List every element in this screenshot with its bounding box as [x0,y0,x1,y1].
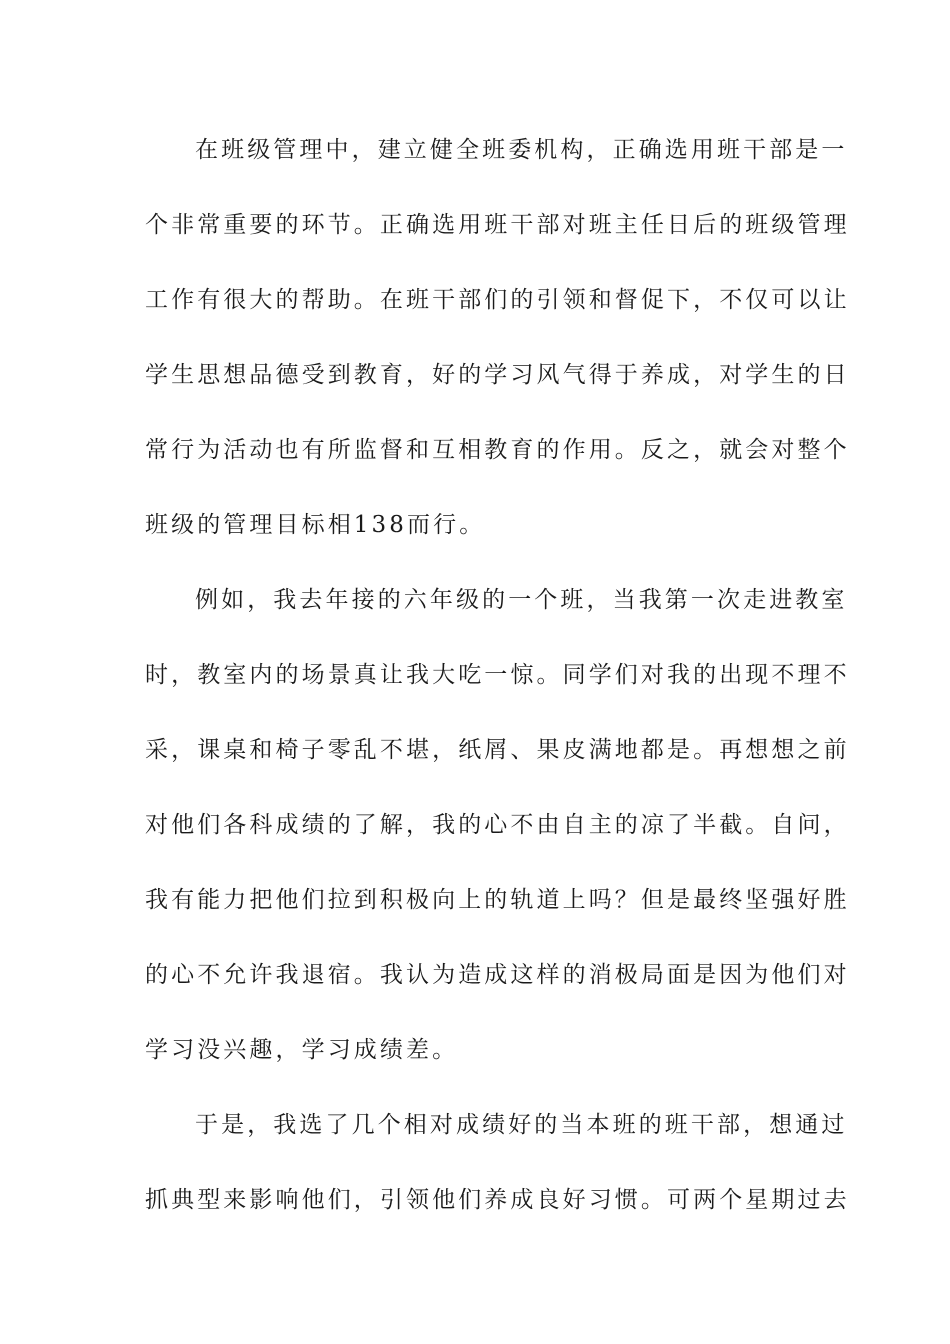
text-line: 于是，我选了几个相对成绩好的当本班的班干部，想通过 [195,1112,848,1138]
text-line: 时，教室内的场景真让我大吃一惊。同学们对我的出现不理不 [145,662,850,688]
text-line: 例如，我去年接的六年级的一个班，当我第一次走进教室 [195,587,848,613]
text-line: 在班级管理中，建立健全班委机构，正确选用班干部是一 [195,137,848,163]
text-line: 的心不允许我退宿。我认为造成这样的消极局面是因为他们对 [145,962,850,988]
text-line: 个非常重要的环节。正确选用班干部对班主任日后的班级管理 [145,212,850,238]
text-line: 工作有很大的帮助。在班干部们的引领和督促下，不仅可以让 [145,287,850,313]
text-line: 班级的管理目标相138而行。 [145,512,486,538]
text-line: 采，课桌和椅子零乱不堪，纸屑、果皮满地都是。再想想之前 [145,737,850,763]
text-line: 对他们各科成绩的了解，我的心不由自主的凉了半截。自问， [145,812,850,838]
text-line: 抓典型来影响他们，引领他们养成良好习惯。可两个星期过去 [145,1187,850,1213]
text-line: 我有能力把他们拉到积极向上的轨道上吗？但是最终坚强好胜 [145,887,850,913]
text-line: 学习没兴趣，学习成绩差。 [145,1037,459,1063]
text-line: 学生思想品德受到教育，好的学习风气得于养成，对学生的日 [145,362,850,388]
text-line: 常行为活动也有所监督和互相教育的作用。反之，就会对整个 [145,437,850,463]
